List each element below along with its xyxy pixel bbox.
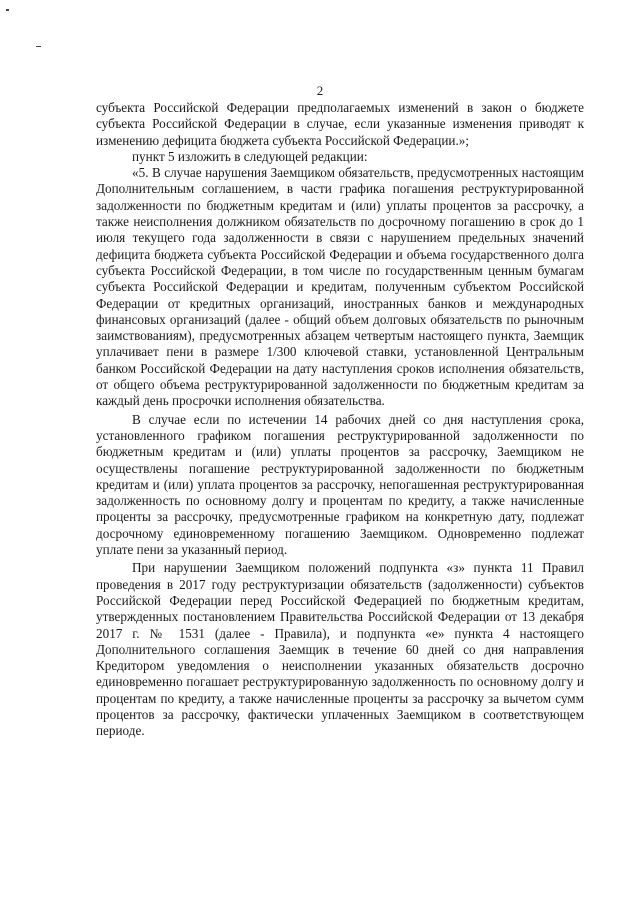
paragraph-early-repayment: В случае если по истечении 14 рабочих дней со дня наступления срока, установленного графиком погашения реструктурированной задолженности по бюджетным кредитам и (или) уплаты процентов за рассрочку, Заемщиком не осуществлены погашение реструктурированной задолженности по бюджетным кредитам и (или) уплата процентов за рассрочку, непогашенная реструктурированная задолженность по основному долгу и процентам по кредиту, а также начисленные проценты за рассрочку, предусмотренные графиком на конкретную дату, подлежат досрочному единовременному погашению Заемщиком. Одновременно подлежат уплате пени за указанный период. [96, 411, 584, 558]
page-number: 2 [316, 83, 324, 98]
scan-mark-dash [36, 46, 41, 47]
document-body [96, 100, 584, 740]
paragraph-rules-violation: При нарушении Заемщиком положений подпункта «з» пункта 11 Правил проведения в 2017 году реструктуризации обязательств (задолженности) субъектов Российской Федерации перед Российской Федерацией по бюджетным кредитам, утвержденных постановлением Правительства Российской Федерации от 13 декабря 2017 г. № 1531 (далее - Правила), и подпункта «е» пункта 4 настоящего Дополнительного соглашения Заемщик в течение 60 дней со дня направления Кредитором уведомления о неисполнении указанных обязательств досрочно единовременно погашает реструктурированную задолженность по основному долгу и процентам по кредиту, а также начисленные проценты за рассрочку за вычетом сумм процентов за рассрочку, фактически уплаченных Заемщиком в соответствующем периоде. [96, 560, 584, 739]
scan-mark-dot [6, 9, 9, 11]
paragraph-clause-5: «5. В случае нарушения Заемщиком обязательств, предусмотренных настоящим Дополнительным соглашением, в части графика погашения реструктурированной задолженности по бюджетным кредитам и (или) уплаты процентов за рассрочку, а также неисполнения должником обязательств по досрочному погашению в срок до 1 июля текущего года задолженности в связи с нарушением предельных значений дефицита бюджета субъекта Российской Федерации и объема государственного долга субъекта Российской Федерации, в том числе по государственным ценным бумагам субъекта Российской Федерации и кредитам, полученным субъектом Российской Федерации от кредитных организаций, иностранных банков и международных финансовых организаций (далее - общий объем долговых обязательств по рыночным заимствованиям), предусмотренных абзацем четвертым настоящего пункта, Заемщик уплачивает пени в размере 1/300 ключевой ставки, установленной Центральным банком Российской Федерации на дату наступления сроков исполнения обязательств, от общего объема реструктурированной задолженности по бюджетным кредитам за каждый день просрочки исполнения обязательства. [96, 165, 584, 409]
paragraph-amendment-intro: пункт 5 изложить в следующей редакции: [132, 148, 368, 164]
paragraph-continuation: субъекта Российской Федерации предполагаемых изменений в закон о бюджете субъекта Российской Федерации в случае, если указанные изменения приводят к изменению дефицита бюджета субъекта Российской Федерации.»; [96, 100, 584, 148]
